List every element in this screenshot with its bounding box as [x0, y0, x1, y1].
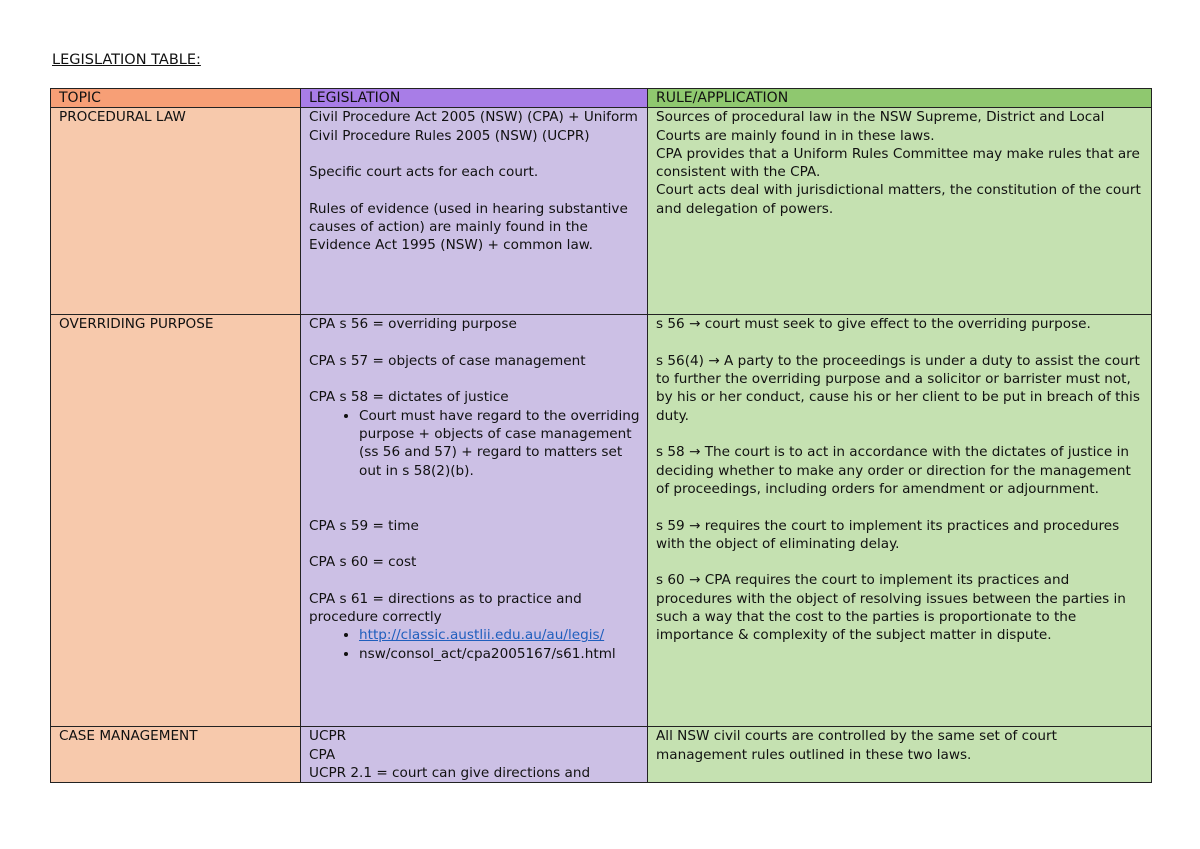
legislation-text: Rules of evidence (used in hearing substantive causes of action) are mainly found in the Evidence Act 1995 (NSW) + common law. [309, 200, 633, 254]
row-topic [51, 727, 301, 783]
row-topic [51, 108, 301, 315]
row-rule [648, 315, 1152, 727]
header-topic: TOPIC [51, 89, 301, 108]
row-legislation [301, 727, 648, 783]
rule-text: s 59 → requires the court to implement its practices and procedures with the object of eliminating delay. [656, 517, 1124, 552]
row-rule [648, 727, 1152, 783]
legislation-text: UCPR [309, 728, 347, 745]
list-item: • Court must have regard to the overriding purpose + objects of case management (ss 56 and 57) + regard to matters set out in s 58(2)(b). [359, 407, 641, 480]
rule-text: All NSW civil courts are controlled by the same set of court management rules outlined in these two laws. [656, 728, 1062, 763]
table-row [51, 315, 1152, 727]
legislation-text: UCPR 2.1 = court can give directions and [309, 764, 591, 781]
rule-text: s 56(4) → A party to the proceedings is under a duty to assist the court to further the overriding purpose and a solicitor or barrister must not, by his or her conduct, cause his or her client to be put in breach of this duty. [656, 352, 1145, 424]
legislation-text: CPA s 59 = time [309, 517, 419, 534]
row-rule [648, 108, 1152, 315]
table-row [51, 727, 1152, 783]
legislation-text: CPA s 60 = cost [309, 554, 417, 571]
bullet-list [309, 626, 641, 663]
list-item: • nsw/consol_act/cpa2005167/s61.html [359, 645, 641, 663]
table-header-row [51, 89, 1152, 108]
rule-text: CPA provides that a Uniform Rules Committee may make rules that are consistent with the CPA. [656, 145, 1145, 181]
rule-text: Court acts deal with jurisdictional matters, the constitution of the court and delegation of powers. [656, 182, 1146, 217]
topic-text: PROCEDURAL LAW [59, 109, 186, 126]
bullet-list [309, 407, 641, 480]
rule-text: s 60 → CPA requires the court to implement its practices and procedures with the object of resolving issues between the parties in such a way that the cost to the parties is proportionate to the importance & complexity of the subject matter in dispute. [656, 572, 1131, 644]
topic-text: CASE MANAGEMENT [59, 728, 198, 745]
legislation-text: CPA [309, 746, 336, 763]
legislation-text: CPA s 58 = dictates of justice [309, 389, 509, 406]
header-rule-application: RULE/APPLICATION [648, 89, 1152, 108]
topic-text: OVERRIDING PURPOSE [59, 316, 214, 333]
rule-text: s 58 → The court is to act in accordance with the dictates of justice in deciding whether to make any order or direction for the management of proceedings, including orders for amendment or adjournment. [656, 444, 1136, 497]
legislation-text: Specific court acts for each court. [309, 164, 539, 181]
list-item [359, 626, 641, 644]
table-row [51, 108, 1152, 315]
legislation-text: Civil Procedure Act 2005 (NSW) (CPA) + Uniform Civil Procedure Rules 2005 (NSW) (UCPR) [309, 109, 643, 144]
legislation-table [50, 88, 1152, 783]
legislation-text: CPA s 57 = objects of case management [309, 352, 586, 369]
legislation-text: CPA s 61 = directions as to practice and procedure correctly [309, 590, 587, 626]
page-heading: LEGISLATION TABLE: [52, 52, 201, 68]
row-topic [51, 315, 301, 727]
row-legislation [301, 315, 648, 727]
row-legislation [301, 108, 648, 315]
rule-text: s 56 → court must seek to give effect to the overriding purpose. [656, 316, 1091, 333]
header-legislation: LEGISLATION [301, 89, 648, 108]
rule-text: Sources of procedural law in the NSW Supreme, District and Local Courts are mainly found in in these laws. [656, 109, 1109, 144]
legislation-text: CPA s 56 = overriding purpose [309, 316, 517, 333]
austlii-link[interactable]: http://classic.austlii.edu.au/au/legis/ [359, 627, 605, 644]
